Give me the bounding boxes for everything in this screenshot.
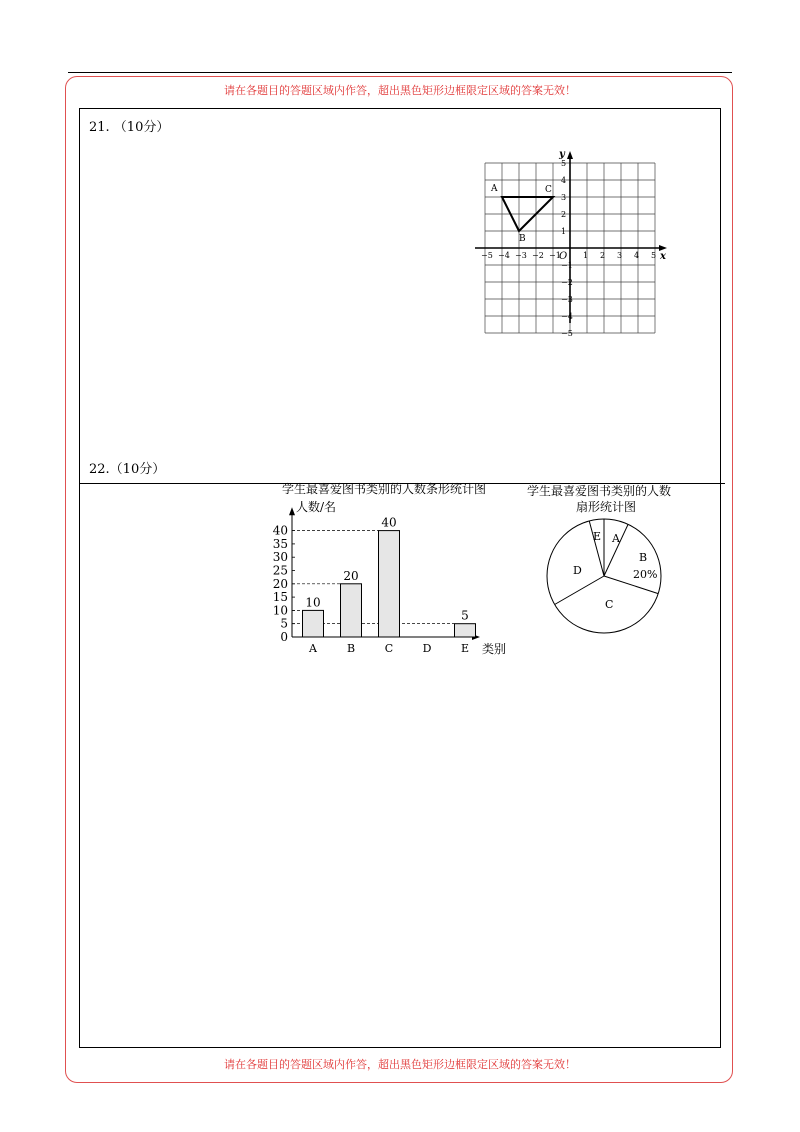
bar-category-c: C [384,642,394,655]
x-tick-label: 3 [617,251,623,260]
x-tick-label: −4 [498,251,510,260]
bar-y-tick-label: 35 [272,536,288,551]
bar-chart-xlabel: 类别 [482,642,507,656]
bar-chart-ylabel: 人数/名 [296,500,337,514]
top-notice: 请在各题目的答题区域内作答，超出黑色矩形边框限定区域的答案无效！ [224,84,576,97]
bar-category-d: D [422,642,432,655]
y-tick-label: 2 [561,210,567,219]
x-tick-label: 2 [600,251,606,260]
bar-category-b: B [346,642,356,655]
bar-a [303,610,324,637]
y-tick-label: −1 [561,261,573,270]
y-tick-label: 3 [561,193,567,202]
pie-chart [520,480,705,640]
x-tick-label: 1 [583,251,589,260]
x-tick-label: 5 [651,251,657,260]
y-tick-label: 1 [561,227,567,236]
point-label-a: A [491,184,498,194]
point-label-c: C [545,185,552,195]
x-tick-label: −5 [481,251,493,260]
bar-chart-title: 学生最喜爱图书类别的人数条形统计图 [282,482,487,496]
bar-b [341,584,362,637]
x-tick-label: 4 [634,251,640,260]
bar-y-axis-arrow [289,507,295,515]
origin-label: O [559,251,568,262]
bar-chart [270,480,525,660]
x-tick-label: −3 [515,251,527,260]
y-tick-label: −5 [561,329,573,338]
bar-value-b: 20 [343,568,359,583]
bottom-notice: 请在各题目的答题区域内作答，超出黑色矩形边框限定区域的答案无效！ [224,1058,576,1071]
x-tick-label: −1 [549,251,561,260]
bar-value-c: 40 [381,515,397,530]
bar-category-a: A [309,642,317,655]
bar-category-e: E [460,642,470,655]
bar-y-tick-label: 20 [272,576,288,591]
pie-chart-title-line1: 学生最喜爱图书类别的人数 [527,484,672,498]
bar-y-tick-label: 40 [272,523,288,538]
bar-value-e: 5 [461,608,469,623]
y-tick-label: 4 [561,176,567,185]
bar-y-tick-label: 30 [272,550,288,565]
pie-chart-title-line2: 扇形统计图 [576,500,637,514]
bar-c [379,531,400,637]
y-tick-label: −3 [561,295,573,304]
bar-e [455,624,476,637]
coordinate-grid [470,148,670,348]
y-axis-arrow [567,151,573,159]
bar-y-tick-label: 15 [272,590,288,605]
top-rule [68,72,732,73]
bar-y-tick-label: 10 [272,603,288,618]
pie-label-a: A [612,532,620,545]
y-tick-label: −4 [561,312,573,321]
y-tick-label: −2 [561,278,573,287]
pie-label-d: D [573,564,582,577]
y-tick-label: 5 [561,159,567,168]
question-22-label: 22.（10分） [89,462,166,477]
bar-y-tick-label: 5 [280,616,288,631]
bar-reference-lines [292,531,455,624]
bar-value-a: 10 [305,595,321,610]
pie-label-c: C [605,598,614,611]
x-tick-label: −2 [532,251,544,260]
point-label-b: B [519,234,526,244]
question-21-label: 21. （10分） [89,120,170,135]
pie-label-b-percent: 20% [633,568,658,581]
bar-y-tick-label: 25 [272,563,288,578]
bar-y-tick-label: 0 [280,630,288,644]
axis-y-label: y [559,149,565,160]
pie-label-e: E [593,530,602,543]
axis-x-label: x [660,251,666,262]
pie-label-b: B [639,551,648,564]
bar-category-labels [308,642,469,655]
